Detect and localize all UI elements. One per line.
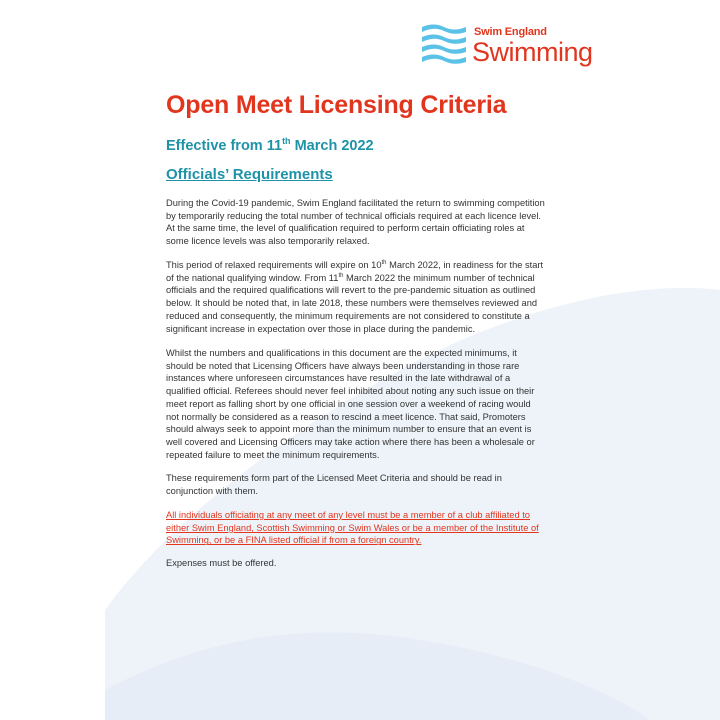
paragraph-expenses: Expenses must be offered. xyxy=(166,558,277,568)
effective-date xyxy=(166,136,374,154)
paragraph-licensed-meet-criteria: These requirements form part of the Licensed Meet Criteria and should be read in conjunction with them. xyxy=(166,473,502,496)
swim-england-wave-mark-icon xyxy=(420,22,468,66)
p2-sup-b: th xyxy=(338,272,344,279)
effective-sup: th xyxy=(282,136,291,146)
effective-prefix: Effective from 11 xyxy=(166,137,283,154)
section-heading: Officials’ Requirements xyxy=(166,166,333,183)
p2-part-b: March 2022, in readiness for the start of the national qualifying window. From 11 xyxy=(166,260,544,283)
page-title: Open Meet Licensing Criteria xyxy=(166,91,507,119)
swim-england-logo xyxy=(420,22,600,70)
effective-suffix: March 2022 xyxy=(290,137,374,154)
paragraph-relaxed-period xyxy=(166,259,546,335)
paragraph-minimums: Whilst the numbers and qualifications in this document are the expected minimums, it should be noted that Licensing Officers have always been understanding in those rare instances where unforeseen circumstances have resulted in the late withdrawal of a qualified official. Referees should never feel inhibited about noting any such issue on their meet report as falling short by one official in one session over a weekend of racing would not normally be considered as a reason to rescind a meet licence. That said, Promoters should always seek to appoint more than the minimum number to ensure that an event is well covered and Licensing Officers may take action where there has been a wholesale or repeated failure to meet the minimum requirements. xyxy=(166,348,535,460)
p2-sup-a: th xyxy=(381,259,387,266)
logo-top-text: Swim England xyxy=(474,26,547,38)
p2-part-c: March 2022 the minimum number of technical officials and the required qualifications will revert to the pre-pandemic situation as outlined below. It should be noted that, in late 2018, these numbers were themselves reviewed and reduced and consequently, the minimum requirements are not considered to constitute a significant increase in expectation over those in place during the pandemic. xyxy=(166,272,538,334)
paragraph-covid: During the Covid-19 pandemic, Swim England facilitated the return to swimming competition by temporarily reducing the total number of technical officials required at each licence level. At the same time, the level of qualification required to perform certain officiating roles at some licence levels was also temporarily relaxed. xyxy=(166,198,545,247)
p2-part-a: This period of relaxed requirements will expire on 10 xyxy=(166,260,382,270)
paragraph-membership-requirement: All individuals officiating at any meet of any level must be a member of a club affiliated to either Swim England, Scottish Swimming or Swim Wales or be a member of the Institute of Swimming, or be a FINA listed official if from a foreign country. xyxy=(166,510,539,546)
logo-wordmark: Swimming xyxy=(472,37,593,67)
